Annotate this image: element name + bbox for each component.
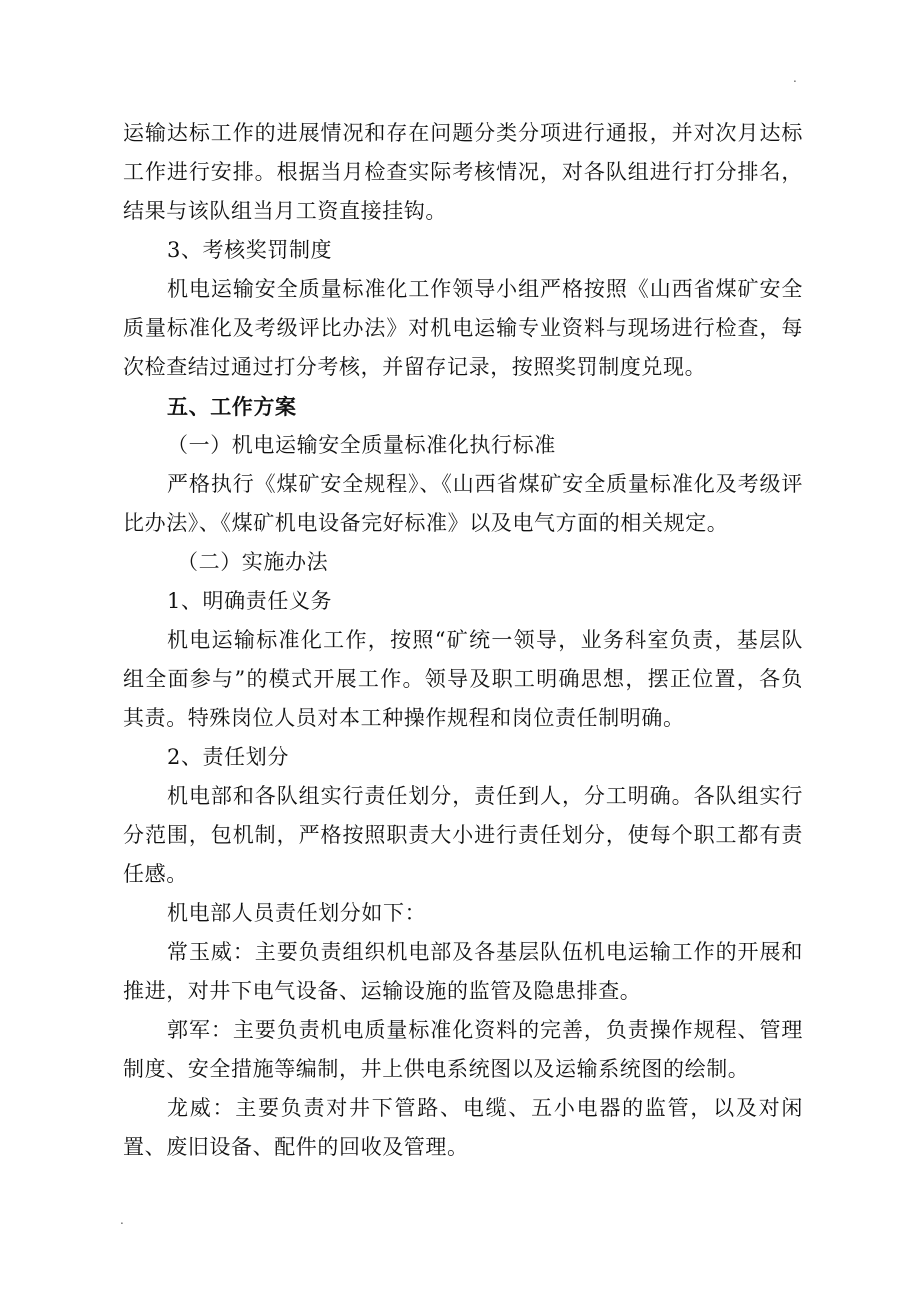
section-heading-work-plan: 五、工作方案 xyxy=(167,394,297,419)
paragraph-responsibilities: 机电运输标准化工作，按照“矿统一领导，业务科室负责，基层队组全面参与”的模式开展工作。领导及职工明确思想，摆正位置，各负其责。特殊岗位人员对本工种操作规程和岗位责任制明确。 xyxy=(123,628,803,730)
header-dot: . xyxy=(793,71,797,85)
subheading-implementation: （二）实施办法 xyxy=(177,550,329,574)
paragraph-execution-standard: 严格执行《煤矿安全规程》、《山西省煤矿安全质量标准化及考级评比办法》、《煤矿机电设备完好标准》以及电气方面的相关规定。 xyxy=(123,472,803,535)
paragraph-staff-long: 龙威：主要负责对井下管路、电缆、五小电器的监管，以及对闲置、废旧设备、配件的回收及管理。 xyxy=(123,1096,803,1159)
paragraph-staff-chang: 常玉威：主要负责组织机电部及各基层队伍机电运输工作的开展和推进，对井下电气设备、运输设施的监管及隐患排查。 xyxy=(123,940,803,1003)
paragraph-responsibility-division: 机电部和各队组实行责任划分，责任到人，分工明确。各队组实行分范围，包机制，严格按照职责大小进行责任划分，使每个职工都有责任感。 xyxy=(123,784,803,886)
heading-responsibility-division: 2、责任划分 xyxy=(167,745,289,769)
paragraph-staff-intro: 机电部人员责任划分如下： xyxy=(167,901,427,925)
subheading-execution-standard: （一）机电运输安全质量标准化执行标准 xyxy=(167,433,556,457)
paragraph-progress-report: 运输达标工作的进展情况和存在问题分类分项进行通报，并对次月达标工作进行安排。根据当月检查实际考核情况，对各队组进行打分排名，结果与该队组当月工资直接挂钩。 xyxy=(123,121,803,223)
paragraph-assessment-rewards: 机电运输安全质量标准化工作领导小组严格按照《山西省煤矿安全质量标准化及考级评比办法》对机电运输专业资料与现场进行检查，每次检查结过通过打分考核，并留存记录，按照奖罚制度兑现。 xyxy=(123,277,803,379)
heading-assessment-rewards: 3、考核奖罚制度 xyxy=(167,238,333,262)
document-body xyxy=(123,114,803,1167)
footer-dot: . xyxy=(120,1213,124,1227)
heading-responsibilities: 1、明确责任义务 xyxy=(167,589,333,613)
paragraph-staff-guo: 郭军：主要负责机电质量标准化资料的完善，负责操作规程、管理制度、安全措施等编制，井上供电系统图以及运输系统图的绘制。 xyxy=(123,1018,803,1081)
